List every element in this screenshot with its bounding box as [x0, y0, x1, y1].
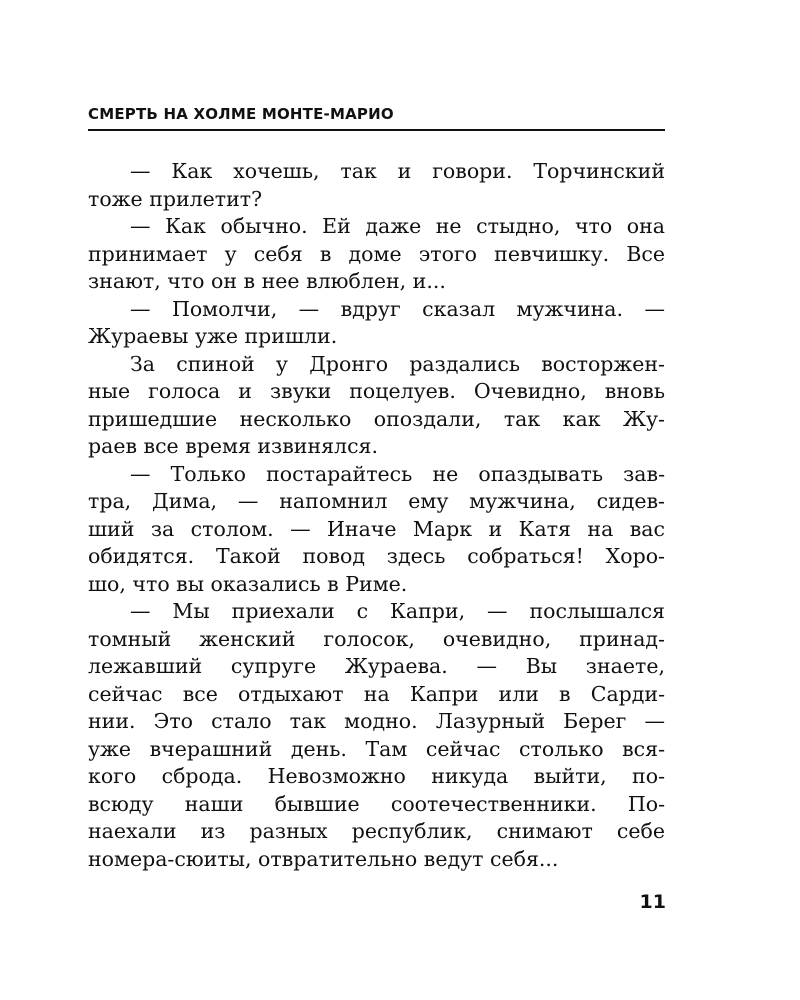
text-line: За спиной у Дронго раздались восторжен- — [130, 351, 665, 376]
text-line: сейчас все отдыхают на Капри или в Сарди- — [88, 681, 665, 706]
text-line: ший за столом. — Иначе Марк и Катя на вас — [88, 516, 665, 541]
text-line: — Как хочешь, так и говори. Торчинский — [130, 159, 665, 183]
text-line: лежавший супруге Жураева. — Вы знаете, — [88, 654, 665, 678]
text-line: наехали из разных республик, снимают себе — [88, 819, 665, 843]
text-line: пришедшие несколько опоздали, так как Жу- — [88, 406, 665, 431]
text-line: тра, Дима, — напомнил ему мужчина, сидев- — [88, 489, 665, 513]
text-line: всюду наши бывшие соотечественники. По- — [88, 791, 665, 816]
text-line: томный женский голосок, очевидно, принад- — [88, 626, 665, 651]
text-line: шо, что вы оказались в Риме. — [88, 571, 408, 596]
text-line: ные голоса и звуки поцелуев. Очевидно, вновь — [88, 379, 665, 403]
text-line: кого сброда. Невозможно никуда выйти, по- — [88, 764, 665, 788]
header-rule — [88, 129, 665, 131]
text-line: обидятся. Такой повод здесь собраться! Хоро- — [88, 544, 665, 568]
text-line: — Помолчи, — вдруг сказал мужчина. — — [130, 296, 665, 321]
body-text — [88, 158, 665, 873]
text-line: раев все время извинялся. — [88, 434, 378, 458]
text-line: тоже прилетит? — [88, 186, 263, 211]
text-line: нии. Это стало так модно. Лазурный Берег — — [88, 709, 665, 733]
text-line: — Как обычно. Ей даже не стыдно, что она — [130, 214, 665, 238]
text-line: принимает у себя в доме этого певчишку. Все — [88, 241, 665, 266]
text-line: знают, что он в нее влюблен, и... — [88, 269, 446, 293]
text-line: — Только постарайтесь не опаздывать зав- — [130, 461, 665, 486]
page-number: 11 — [639, 891, 666, 913]
text-line: Жураевы уже пришли. — [88, 324, 338, 348]
text-line: — Мы приехали с Капри, — послышался — [130, 599, 665, 623]
text-line: номера-сюиты, отвратительно ведут себя... — [88, 846, 559, 871]
text-line: уже вчерашний день. Там сейчас столько вся- — [88, 736, 665, 761]
running-head-title: СМЕРТЬ НА ХОЛМЕ МОНТЕ-МАРИО — [88, 105, 394, 123]
